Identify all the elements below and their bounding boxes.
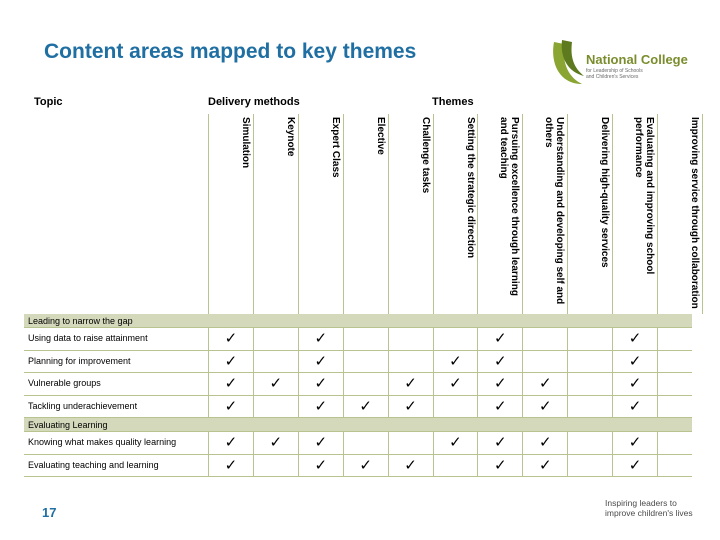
empty-cell	[433, 396, 478, 418]
empty-cell	[343, 351, 388, 373]
header-divider	[567, 114, 568, 314]
column-header-label: Expert Class	[329, 117, 341, 178]
column-header	[433, 114, 478, 314]
column-header-label: Simulation	[239, 117, 251, 169]
empty-cell	[657, 328, 702, 350]
header-divider	[477, 114, 478, 314]
empty-cell	[343, 328, 388, 350]
empty-cell	[343, 373, 388, 395]
checkmark-icon: ✓	[612, 351, 657, 373]
empty-cell	[567, 328, 612, 350]
checkmark-icon: ✓	[477, 351, 522, 373]
column-header	[388, 114, 433, 314]
checkmark-icon: ✓	[208, 455, 253, 477]
empty-cell	[657, 432, 702, 454]
header-divider	[612, 114, 613, 314]
empty-cell	[433, 328, 478, 350]
national-college-logo	[548, 34, 708, 94]
checkmark-icon: ✓	[298, 328, 343, 350]
column-header	[343, 114, 388, 314]
empty-cell	[567, 455, 612, 477]
checkmark-icon: ✓	[253, 373, 298, 395]
checkmark-icon: ✓	[522, 432, 567, 454]
header-divider	[433, 114, 434, 314]
row-label: Vulnerable groups	[28, 378, 101, 388]
checkmark-icon: ✓	[477, 396, 522, 418]
table-row	[24, 432, 692, 455]
row-label: Tackling underachievement	[28, 400, 138, 411]
empty-cell	[253, 328, 298, 350]
column-header	[298, 114, 343, 314]
column-header	[253, 114, 298, 314]
logo-swoosh-icon	[548, 34, 588, 90]
column-header-label: Understanding and developing self and others	[543, 117, 566, 305]
row-label: Evaluating teaching and learning	[28, 459, 159, 470]
footer-tagline: Inspiring leaders to improve children's lives	[605, 498, 693, 518]
column-header-label: Keynote	[284, 117, 296, 157]
checkmark-icon: ✓	[477, 373, 522, 395]
checkmark-icon: ✓	[477, 455, 522, 477]
checkmark-icon: ✓	[522, 455, 567, 477]
mapping-table	[24, 92, 700, 477]
header-divider	[343, 114, 344, 314]
themes-header: Themes	[432, 96, 474, 108]
empty-cell	[253, 396, 298, 418]
checkmark-icon: ✓	[298, 396, 343, 418]
table-row	[24, 396, 692, 419]
column-header-label: Challenge tasks	[419, 117, 431, 194]
empty-cell	[253, 351, 298, 373]
header-divider	[657, 114, 658, 314]
checkmark-icon: ✓	[298, 455, 343, 477]
empty-cell	[522, 328, 567, 350]
checkmark-icon: ✓	[612, 328, 657, 350]
checkmark-icon: ✓	[477, 328, 522, 350]
column-header-label: Delivering high-quality services	[599, 117, 611, 268]
empty-cell	[388, 351, 433, 373]
checkmark-icon: ✓	[298, 432, 343, 454]
empty-cell	[657, 373, 702, 395]
empty-cell	[567, 396, 612, 418]
logo-name: National College	[586, 52, 688, 67]
checkmark-icon: ✓	[298, 351, 343, 373]
empty-cell	[253, 455, 298, 477]
checkmark-icon: ✓	[433, 432, 478, 454]
empty-cell	[567, 351, 612, 373]
empty-cell	[657, 396, 702, 418]
section-label: Leading to narrow the gap	[28, 316, 133, 326]
table-row	[24, 373, 692, 396]
table-row	[24, 455, 692, 478]
checkmark-icon: ✓	[253, 432, 298, 454]
column-header	[567, 114, 612, 314]
column-header	[657, 114, 702, 314]
empty-cell	[388, 432, 433, 454]
checkmark-icon: ✓	[433, 351, 478, 373]
table-row	[24, 351, 692, 374]
section-row	[24, 314, 692, 328]
checkmark-icon: ✓	[298, 373, 343, 395]
column-header	[612, 114, 657, 314]
row-label: Using data to raise attainment	[28, 333, 148, 343]
empty-cell	[657, 351, 702, 373]
checkmark-icon: ✓	[522, 373, 567, 395]
column-header-label: Setting the strategic direction	[464, 117, 476, 259]
page-title: Content areas mapped to key themes	[44, 40, 417, 63]
row-label: Knowing what makes quality learning	[28, 437, 177, 447]
header-divider	[522, 114, 523, 314]
checkmark-icon: ✓	[208, 432, 253, 454]
logo-tagline: for Leadership of Schools and Children's Services	[586, 68, 643, 80]
column-header-label: Pursuing excellence through learning and teaching	[498, 117, 521, 296]
checkmark-icon: ✓	[388, 396, 433, 418]
delivery-methods-header: Delivery methods	[208, 96, 300, 108]
mapping-grid	[24, 314, 692, 477]
header-divider	[702, 114, 703, 314]
header-divider	[298, 114, 299, 314]
column-header-label: Improving service through collaboration	[688, 117, 700, 309]
checkmark-icon: ✓	[208, 351, 253, 373]
empty-cell	[522, 351, 567, 373]
checkmark-icon: ✓	[208, 373, 253, 395]
checkmark-icon: ✓	[612, 432, 657, 454]
empty-cell	[657, 455, 702, 477]
empty-cell	[567, 432, 612, 454]
column-header	[522, 114, 567, 314]
section-row	[24, 418, 692, 432]
topic-header: Topic	[34, 96, 63, 108]
column-header	[208, 114, 253, 314]
header-divider	[253, 114, 254, 314]
checkmark-icon: ✓	[522, 396, 567, 418]
section-label: Evaluating Learning	[28, 420, 108, 430]
page-number: 17	[42, 505, 57, 520]
empty-cell	[343, 432, 388, 454]
column-header	[477, 114, 522, 314]
column-header-label: Evaluating and improving school performance	[632, 117, 655, 275]
checkmark-icon: ✓	[612, 396, 657, 418]
row-label: Planning for improvement	[28, 355, 131, 366]
checkmark-icon: ✓	[208, 328, 253, 350]
header-divider	[388, 114, 389, 314]
empty-cell	[433, 455, 478, 477]
checkmark-icon: ✓	[388, 373, 433, 395]
column-header-label: Elective	[374, 117, 386, 155]
checkmark-icon: ✓	[612, 373, 657, 395]
empty-cell	[388, 328, 433, 350]
checkmark-icon: ✓	[343, 455, 388, 477]
table-row	[24, 328, 692, 351]
checkmark-icon: ✓	[612, 455, 657, 477]
checkmark-icon: ✓	[208, 396, 253, 418]
checkmark-icon: ✓	[388, 455, 433, 477]
empty-cell	[567, 373, 612, 395]
checkmark-icon: ✓	[433, 373, 478, 395]
checkmark-icon: ✓	[343, 396, 388, 418]
checkmark-icon: ✓	[477, 432, 522, 454]
header-divider	[208, 114, 209, 314]
